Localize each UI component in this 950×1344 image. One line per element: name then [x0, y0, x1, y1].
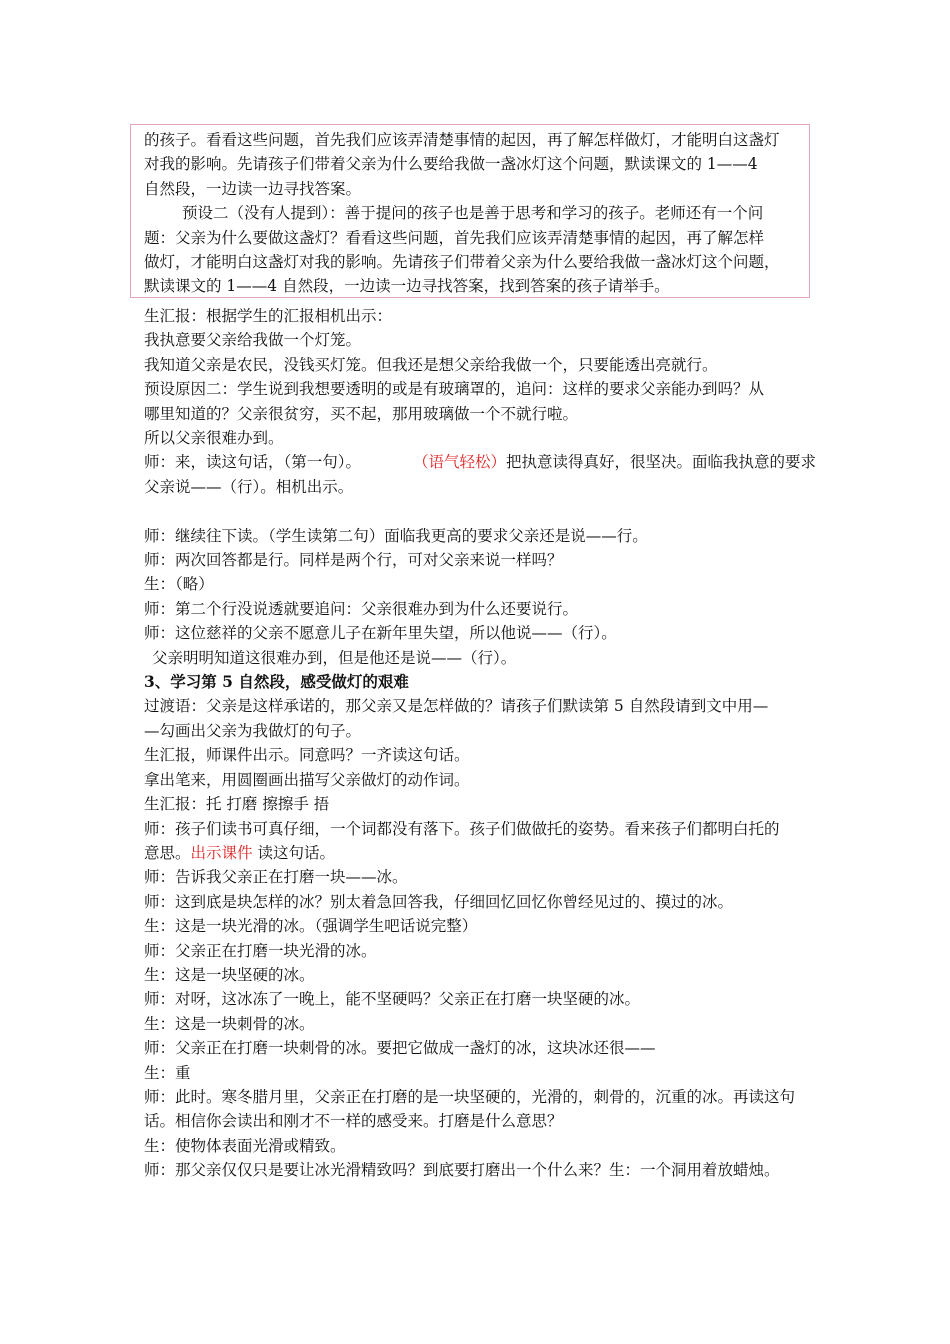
text-segment: 把执意读得真好，很坚决。面临我执意的要求	[506, 453, 817, 472]
text-line: 师：这到底是块怎样的冰？别太着急回答我，仔细回忆回忆你曾经见过的、摸过的冰。	[144, 892, 734, 911]
text-segment: 意思。	[144, 843, 191, 862]
box-line: 默读课文的 1——4 自然段，一边读一边寻找答案，找到答案的孩子请举手。	[144, 277, 670, 296]
text-line: 师：第二个行没说透就要追问：父亲很难办到为什么还要说行。	[144, 599, 579, 618]
text-line: 师：两次回答都是行。同样是两个行，可对父亲来说一样吗？	[144, 551, 563, 570]
section-heading: 3、学习第 5 自然段，感受做灯的艰难	[144, 672, 409, 692]
text-line: 话。相信你会读出和刚才不一样的感受来。打磨是什么意思？	[144, 1112, 563, 1131]
text-line: 师：那父亲仅仅只是要让冰光滑精致吗？到底要打磨出一个什么来？生：一个洞用着放蜡烛。	[144, 1161, 780, 1180]
text-line: 预设原因二：学生说到我想要透明的或是有玻璃罩的，追问：这样的要求父亲能办到吗？从	[144, 380, 765, 399]
text-line: 师：继续往下读。（学生读第二句）面临我更高的要求父亲还是说——行。	[144, 526, 648, 545]
text-line: 生：这是一块坚硬的冰。	[144, 965, 315, 984]
text-line: 哪里知道的？父亲很贫穷，买不起，那用玻璃做一个不就行啦。	[144, 404, 579, 423]
text-line: 我知道父亲是农民，没钱买灯笼。但我还是想父亲给我做一个，只要能透出亮就行。	[144, 355, 718, 374]
text-line: 我执意要父亲给我做一个灯笼。	[144, 331, 362, 350]
text-line: 生汇报：托 打磨 擦擦手 捂	[144, 795, 330, 814]
text-line	[144, 841, 824, 865]
box-line: 做灯，才能明白这盏灯对我的影响。先请孩子们带着父亲为什么要给我做一盏冰灯这个问题，	[144, 253, 780, 272]
text-line: 师：父亲正在打磨一块刺骨的冰。要把它做成一盏灯的冰，这块冰还很——	[144, 1039, 656, 1058]
text-segment: 师：来，读这句话，（第一句）。	[144, 453, 362, 472]
text-line: 生：这是一块光滑的冰。（强调学生吧话说完整）	[144, 917, 478, 936]
text-line: —勾画出父亲为我做灯的句子。	[144, 721, 362, 740]
text-line: 师：这位慈祥的父亲不愿意儿子在新年里失望，所以他说——（行）。	[144, 624, 617, 643]
text-line: 父亲说——（行）。相机出示。	[144, 477, 354, 496]
text-line: 师：父亲正在打磨一块光滑的冰。	[144, 941, 377, 960]
text-line: 生：这是一块刺骨的冰。	[144, 1014, 315, 1033]
blank-line	[144, 499, 824, 523]
text-segment: 读这句话。	[252, 843, 335, 862]
box-line: 对我的影响。先请孩子们带着父亲为什么要给我做一盏冰灯这个问题，默读课文的 1——4	[144, 155, 758, 174]
text-line: 过渡语：父亲是这样承诺的，那父亲又是怎样做的？请孩子们默读第 5 自然段请到文中用—	[144, 697, 769, 716]
text-line	[144, 450, 824, 474]
text-line: 拿出笔来，用圆圈画出描写父亲做灯的动作词。	[144, 770, 470, 789]
text-line: 师：孩子们读书可真仔细，一个词都没有落下。孩子们做做托的姿势。看来孩子们都明白托的	[144, 819, 780, 838]
comment-box-text	[144, 128, 816, 299]
text-line: 生：重	[144, 1063, 191, 1082]
highlight-text: 出示课件	[190, 843, 253, 862]
text-line: 师：此时。寒冬腊月里，父亲正在打磨的是一块坚硬的，光滑的，刺骨的，沉重的冰。再读这句	[144, 1087, 796, 1106]
box-line: 题：父亲为什么要做这盏灯？看看这些问题，首先我们应该弄清楚事情的起因，再了解怎样	[144, 228, 765, 247]
text-line: 生：使物体表面光滑或精致。	[144, 1136, 346, 1155]
document-body	[144, 304, 824, 1183]
text-line: 生汇报，师课件出示。同意吗？一齐读这句话。	[144, 746, 470, 765]
text-line: 父亲明明知道这很难办到，但是他还是说——（行）。	[152, 648, 517, 667]
text-line: 生：（略）	[144, 575, 214, 594]
box-line: 自然段，一边读一边寻找答案。	[144, 179, 362, 198]
box-line: 预设二（没有人提到）：善于提问的孩子也是善于思考和学习的孩子。老师还有一个问	[182, 204, 764, 223]
text-line: 所以父亲很难办到。	[144, 429, 284, 448]
text-line: 生汇报：根据学生的汇报相机出示：	[144, 307, 393, 325]
text-line: 师：对呀，这冰冻了一晚上，能不坚硬吗？父亲正在打磨一块坚硬的冰。	[144, 990, 641, 1009]
highlight-text: （语气轻松）	[413, 453, 507, 472]
text-line: 师：告诉我父亲正在打磨一块——冰。	[144, 868, 408, 887]
box-line: 的孩子。看看这些问题，首先我们应该弄清楚事情的起因，再了解怎样做灯，才能明白这盏灯	[144, 131, 780, 149]
